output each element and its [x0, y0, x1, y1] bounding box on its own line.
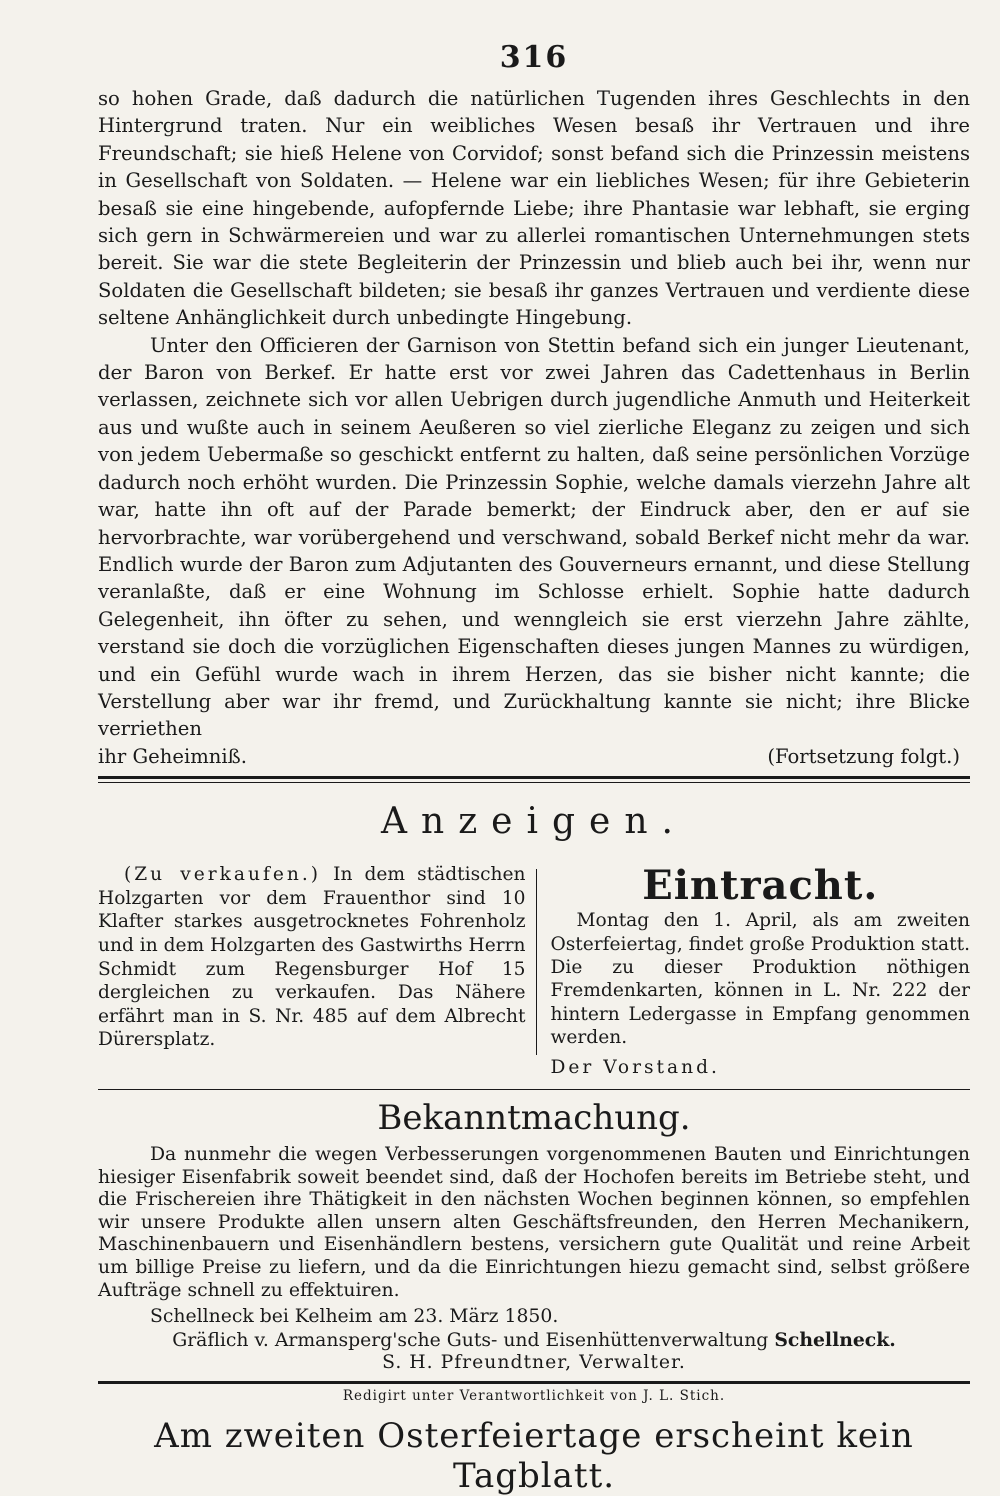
notice-title: Bekanntmachung.: [377, 1098, 691, 1138]
ad-for-sale-text: [98, 863, 526, 1052]
footer-rule: [98, 1381, 970, 1384]
story-last-line: ihr Geheimniß.: [98, 744, 247, 768]
ads-columns: [98, 863, 970, 1079]
newspaper-page: [98, 40, 970, 1496]
ads-heading: Anzeigen.: [381, 801, 687, 843]
ad-eintracht-title: Eintracht.: [642, 862, 879, 910]
page-number: 316: [499, 40, 569, 75]
ad-eintracht-signature: Der Vorstand.: [550, 1056, 720, 1078]
notice-office-place: Schellneck.: [774, 1328, 896, 1351]
ad-eintracht-body: Montag den 1. April, als am zweiten Osterfeiertag, findet große Produktion statt. Die zu dieser Produktion nöthigen Fremdenkarten, können in L. Nr. 222 der hintern Ledergasse in Empfang genommen werden.: [550, 910, 970, 1049]
ad-for-sale: [98, 863, 536, 1079]
section-rule: [98, 776, 970, 783]
ad-eintracht: [537, 863, 971, 1079]
ads-rule: [98, 1089, 970, 1090]
notice-office: [98, 1329, 970, 1353]
notice: [98, 1144, 970, 1375]
imprint: Redigirt unter Verantwortlichkeit von J. L. Stich.: [342, 1387, 726, 1404]
notice-administrator: S. H. Pfreundtner, Verwalter.: [382, 1352, 686, 1374]
ad-for-sale-body: In dem städtischen Holzgarten vor dem Frauenthor sind 10 Klafter starkes ausgetrocknetes Fohrenholz und in dem Holzgarten des Gastwirths Herrn Schmidt zum Regensburger Hof 15 dergleichen zu verkaufen. Das Nähere erfährt man in S. Nr. 485 auf dem Albrecht Dürersplatz.: [98, 864, 526, 1051]
final-note: Am zweiten Osterfeiertage erscheint kein Tagblatt.: [154, 1415, 914, 1496]
story-end-line: [98, 743, 970, 770]
serial-story: [98, 85, 970, 743]
story-paragraph-2: Unter den Officieren der Garnison von Stettin befand sich ein junger Lieutenant, der Baron von Berkef. Er hatte erst vor zwei Jahren das Cadettenhaus in Berlin verlassen, zeichnete sich vor allen Uebrigen durch jugendliche Anmuth und Heiterkeit aus und wußte auch in seinem Aeußeren so viel zierliche Eleganz zu zeigen und sich von jedem Uebermaße so geschickt entfernt zu halten, daß seine persönlichen Vorzüge dadurch noch erhöht wurden. Die Prinzessin Sophie, welche damals vierzehn Jahre alt war, hatte ihn oft auf der Parade bemerkt; der Eindruck aber, den er auf sie hervorbrachte, war vorübergehend und verschwand, sobald Berkef nicht mehr da war. Endlich wurde der Baron zum Adjutanten des Gouverneurs ernannt, und diese Stellung veranlaßte, daß er eine Wohnung im Schlosse erhielt. Sophie hatte dadurch Gelegenheit, ihn öfter zu sehen, und wenngleich sie erst vierzehn Jahre zählte, verstand sie doch die vorzüglichen Eigenschaften dieses jungen Mannes zu würdigen, und ein Gefühl wurde wach in ihrem Herzen, das sie bisher nicht kannte; die Verstellung aber war ihr fremd, und Zurückhaltung kannte sie nicht; ihre Blicke verriethen: [98, 333, 970, 741]
story-paragraph-1: so hohen Grade, daß dadurch die natürlichen Tugenden ihres Geschlechts in den Hintergrund traten. Nur ein weibliches Wesen besaß ihr Vertrauen und ihre Freundschaft; sie hieß Helene von Corvidof; sonst befand sich die Prinzessin meistens in Gesellschaft von Soldaten. — Helene war ein liebliches Wesen; für ihre Gebieterin besaß sie eine hingebende, aufopfernde Liebe; ihre Phantasie war lebhaft, sie erging sich gern in Schwärmereien und war zu allerlei romantischen Unternehmungen stets bereit. Sie war die stete Begleiterin der Prinzessin und blieb auch bei ihr, wenn nur Soldaten die Gesellschaft bildeten; sie besaß ihr ganzes Vertrauen und verdiente diese seltene Anhänglichkeit durch unbedingte Hingebung.: [98, 87, 970, 330]
notice-body: Da nunmehr die wegen Verbesserungen vorgenommenen Bauten und Einrichtungen hiesiger Eisenfabrik soweit beendet sind, daß der Hochofen bereits im Betriebe steht, und die Frischereien ihre Thätigkeit in den nächsten Wochen beginnen können, so empfehlen wir unsere Produkte allen unsern alten Geschäftsfreunden, den Herren Mechanikern, Maschinenbauern und Eisenhändlern bestens, versichern gute Qualität und reine Arbeit um billige Preise zu liefern, und da die Einrichtungen hiezu gemacht sind, selbst größere Aufträge schnell zu effektuiren.: [98, 1144, 970, 1301]
ad-for-sale-lead: (Zu verkaufen.): [124, 864, 321, 886]
continued-note: (Fortsetzung folgt.): [767, 744, 960, 768]
notice-dateline: Schellneck bei Kelheim am 23. März 1850.: [150, 1306, 559, 1328]
notice-office-prefix: Gräflich v. Armansperg'sche Guts- und Eisenhüttenverwaltung: [172, 1329, 769, 1351]
